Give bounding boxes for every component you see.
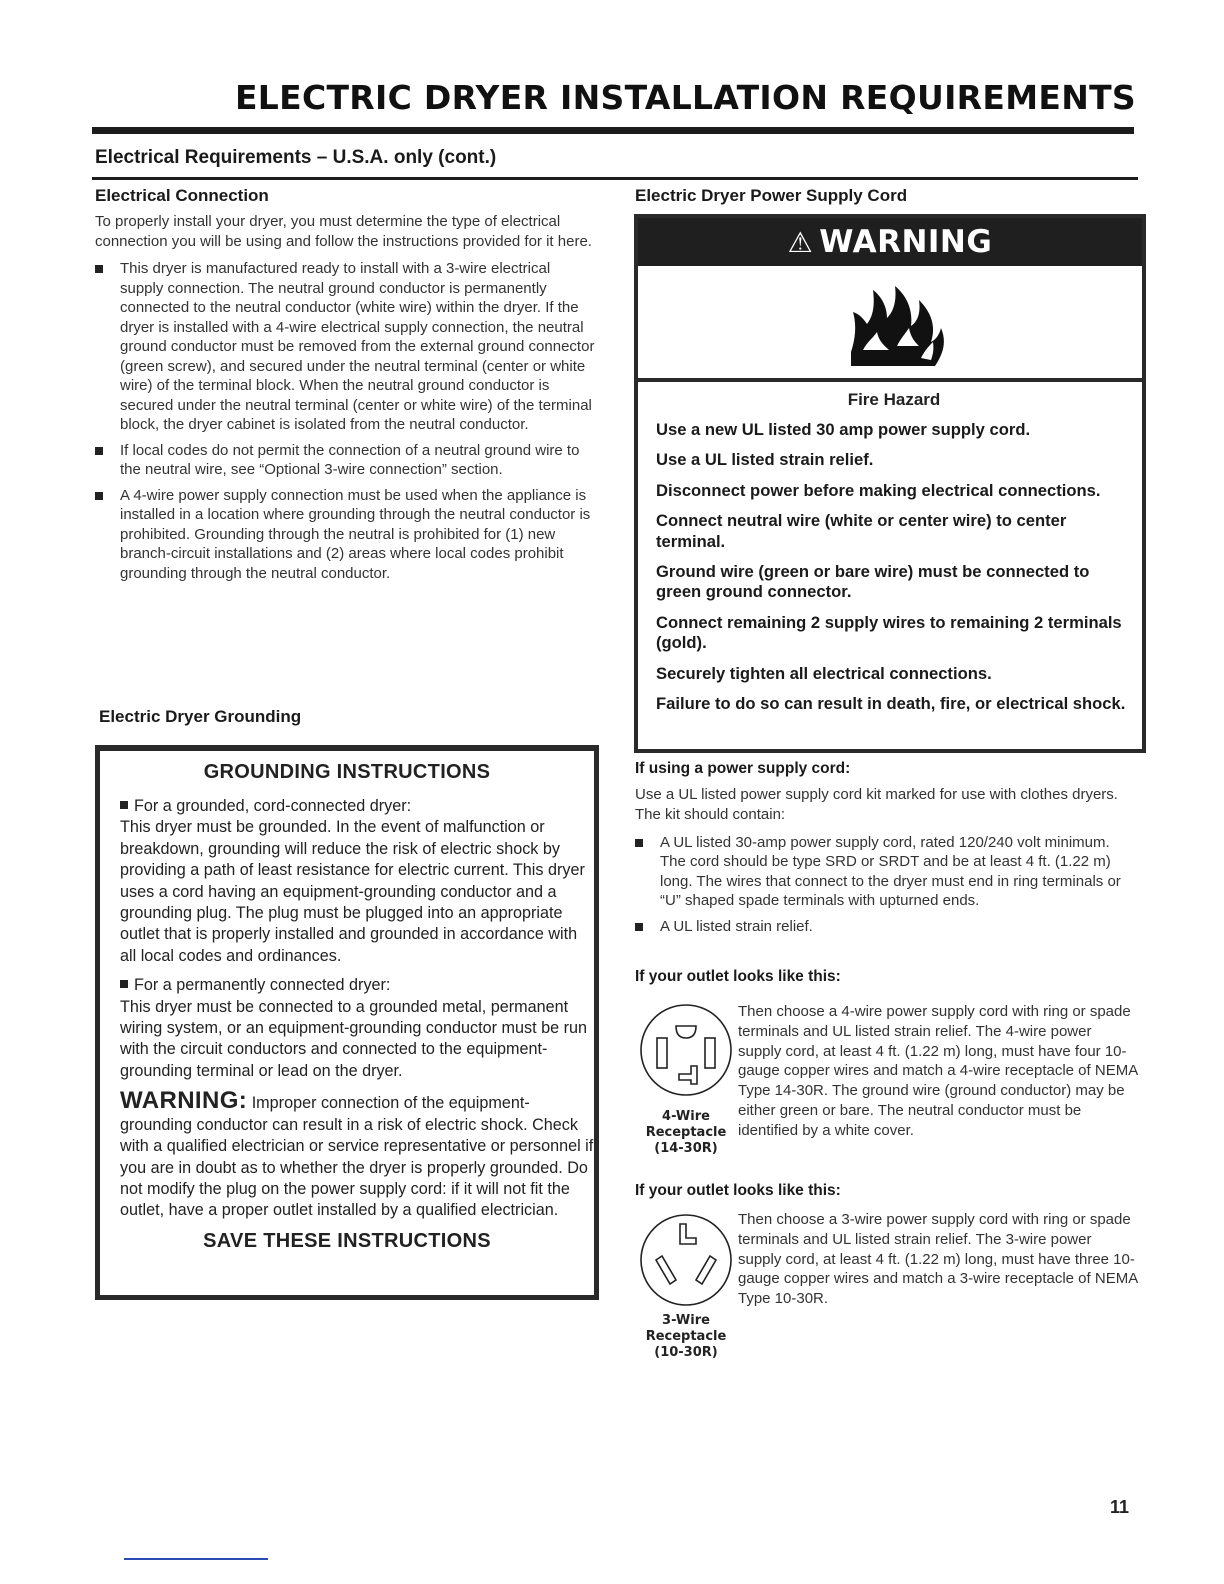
- warning-line: Use a UL listed strain relief.: [656, 450, 874, 470]
- section-rule: [92, 177, 1138, 180]
- power-cord-section: [635, 760, 1135, 942]
- outlet-4wire-description: Then choose a 4-wire power supply cord with ring or spade terminals and UL listed strain relief. The 4-wire power supply cord, at least 4 ft. (1.22 m) long, must have four 10-gauge copper wires and match a 4-wire receptacle of NEMA Type 14-30R. The ground wire (ground conductor) may be either green or bare. The neutral conductor must be identified by a white cover.: [738, 1003, 1138, 1139]
- 3-wire-receptacle-label: [640, 1313, 732, 1361]
- list-item: [635, 833, 1135, 911]
- electrical-connection-heading: Electrical Connection: [95, 186, 269, 205]
- grounding-warning-paragraph: [120, 1087, 594, 1221]
- electrical-connection-section: [95, 186, 595, 589]
- cord-connected-paragraph: [120, 796, 594, 967]
- bullet-square-icon: [95, 492, 103, 500]
- save-instructions-label: SAVE THESE INSTRUCTIONS: [203, 1229, 491, 1252]
- cord-connected-text: This dryer must be grounded. In the event of malfunction or breakdown, grounding will reduce the risk of electric shock by providing a path of least resistance for electric current. This dryer uses a cord having an equipment-grounding conductor and a grounding plug. The plug must be plugged into an appropriate outlet that is properly installed and grounded in accordance with all local codes and ordinances.: [120, 818, 585, 965]
- hazard-icon-area: [638, 266, 1142, 382]
- receptacle-label-line: 3-Wire: [662, 1313, 710, 1328]
- warning-banner-label: WARNING: [819, 224, 993, 260]
- grounding-box-title: GROUNDING INSTRUCTIONS: [203, 761, 491, 783]
- outlet-3wire-heading: If your outlet looks like this:: [635, 1182, 841, 1199]
- warning-line: Failure to do so can result in death, fire, or electrical shock.: [656, 694, 1126, 714]
- receptacle-label-line: 4-Wire: [662, 1109, 710, 1124]
- list-item: [635, 917, 1135, 937]
- fire-flame-icon: [833, 280, 953, 370]
- outlet-3wire-description: Then choose a 3-wire power supply cord with ring or spade terminals and UL listed strain relief. The 3-wire power supply cord, at least 4 ft. (1.22 m) long, must have three 10-gauge copper wires and match a 3-wire receptacle of NEMA Type 10-30R.: [738, 1211, 1138, 1308]
- 4-wire-receptacle-icon: [636, 998, 736, 1104]
- list-item: [95, 441, 595, 480]
- warning-word: WARNING:: [120, 1087, 248, 1115]
- permanent-connection-label: For a permanently connected dryer:: [134, 976, 391, 995]
- receptacle-label-line: Receptacle: [645, 1125, 727, 1140]
- fire-hazard-warning-box: [634, 214, 1146, 753]
- warning-line: Use a new UL listed 30 amp power supply cord.: [656, 420, 1031, 439]
- bullet-text: This dryer is manufactured ready to install with a 3-wire electrical supply connection. The neutral ground conductor is permanently connected to the neutral conductor (white wire) within the dryer. If the dryer is installed with a 4-wire electrical supply connection, the neutral ground conductor must be removed from the external ground connector (green screw), and secured under the neutral terminal (center or white wire) of the terminal block. When the neutral ground conductor is secured under the neutral terminal (center or white wire) of the terminal block, the dryer cabinet is isolated from the neutral conductor.: [120, 260, 595, 433]
- warning-banner: [638, 218, 1142, 266]
- warning-line: Ground wire (green or bare wire) must be connected to green ground connector.: [656, 562, 1090, 602]
- list-item: [95, 486, 595, 584]
- title-rule: [92, 127, 1134, 134]
- bullet-square-icon: [120, 980, 128, 988]
- outlet-4wire-heading: If your outlet looks like this:: [635, 968, 841, 985]
- bullet-square-icon: [120, 801, 128, 809]
- grounding-heading: Electric Dryer Grounding: [99, 707, 302, 726]
- warning-content: [656, 390, 1132, 724]
- bullet-text: A UL listed 30-amp power supply cord, rated 120/240 volt minimum. The cord should be type SRD or SRDT and be at least 4 ft. (1.22 m) long. The wires that connect to the dryer must end in ring terminals or “U” shaped spade terminals with upturned ends.: [660, 833, 1121, 910]
- warning-line: Connect neutral wire (white or center wire) to center terminal.: [656, 511, 1067, 551]
- warning-line: Disconnect power before making electrical connections.: [656, 480, 1101, 500]
- bullet-text: A 4-wire power supply connection must be used when the appliance is installed in a location where grounding through the neutral conductor is prohibited. Grounding through the neutral is prohibited for (1) new branch-circuit installations and (2) areas where local codes prohibit grounding through the neutral conductor.: [120, 486, 591, 582]
- bullet-square-icon: [95, 447, 103, 455]
- connection-bullet-list: [95, 259, 595, 583]
- list-item: [95, 259, 595, 435]
- cord-connected-label: For a grounded, cord-connected dryer:: [134, 797, 412, 815]
- bullet-square-icon: [95, 265, 103, 273]
- hazard-title: Fire Hazard: [847, 390, 941, 409]
- if-using-cord-heading: If using a power supply cord:: [635, 760, 851, 777]
- receptacle-label-line: (14-30R): [654, 1141, 718, 1156]
- bullet-square-icon: [635, 923, 643, 931]
- warning-line: Securely tighten all electrical connections.: [656, 663, 992, 683]
- electrical-connection-intro: To properly install your dryer, you must determine the type of electrical connection you will be using and follow the instructions provided for it here.: [95, 213, 592, 250]
- power-supply-cord-heading: Electric Dryer Power Supply Cord: [635, 186, 908, 205]
- grounding-instructions-box: [95, 745, 599, 1300]
- 4-wire-receptacle-label: [640, 1109, 732, 1157]
- bullet-square-icon: [635, 839, 643, 847]
- bullet-text: If local codes do not permit the connection of a neutral ground wire to the neutral wire, see “Optional 3-wire connection” section.: [120, 441, 580, 478]
- 3-wire-receptacle-icon: [636, 1208, 736, 1312]
- receptacle-label-line: (10-30R): [654, 1345, 718, 1360]
- cord-kit-intro: Use a UL listed power supply cord kit marked for use with clothes dryers. The kit should contain:: [635, 786, 1118, 823]
- receptacle-label-line: Receptacle: [645, 1329, 727, 1344]
- page-number: 11: [1110, 1497, 1130, 1517]
- cord-kit-bullet-list: [635, 833, 1135, 937]
- bullet-text: A UL listed strain relief.: [660, 917, 813, 935]
- section-heading: Electrical Requirements – U.S.A. only (cont.): [95, 147, 497, 168]
- warning-triangle-icon: ⚠: [787, 226, 814, 259]
- permanent-connection-text: This dryer must be connected to a grounded metal, permanent wiring system, or an equipment-grounding conductor must be run with the circuit conductors and connected to the equipment-grounding terminal or lead on the dryer.: [120, 997, 587, 1080]
- warning-line: Connect remaining 2 supply wires to remaining 2 terminals (gold).: [656, 612, 1122, 653]
- page-title: ELECTRIC DRYER INSTALLATION REQUIREMENTS: [234, 78, 1136, 117]
- grounding-warning-text: Improper connection of the equipment-grounding conductor can result in a risk of electric shock. Check with a qualified electrician or service representative or personnel if you are in doubt as to whether the dryer is properly grounded. Do not modify the plug on the power supply cord: if it will not fit the outlet, have a proper outlet installed by a qualified electrician.: [120, 1094, 594, 1220]
- permanent-connection-paragraph: [120, 975, 594, 1082]
- footer-link-underline: [124, 1558, 268, 1560]
